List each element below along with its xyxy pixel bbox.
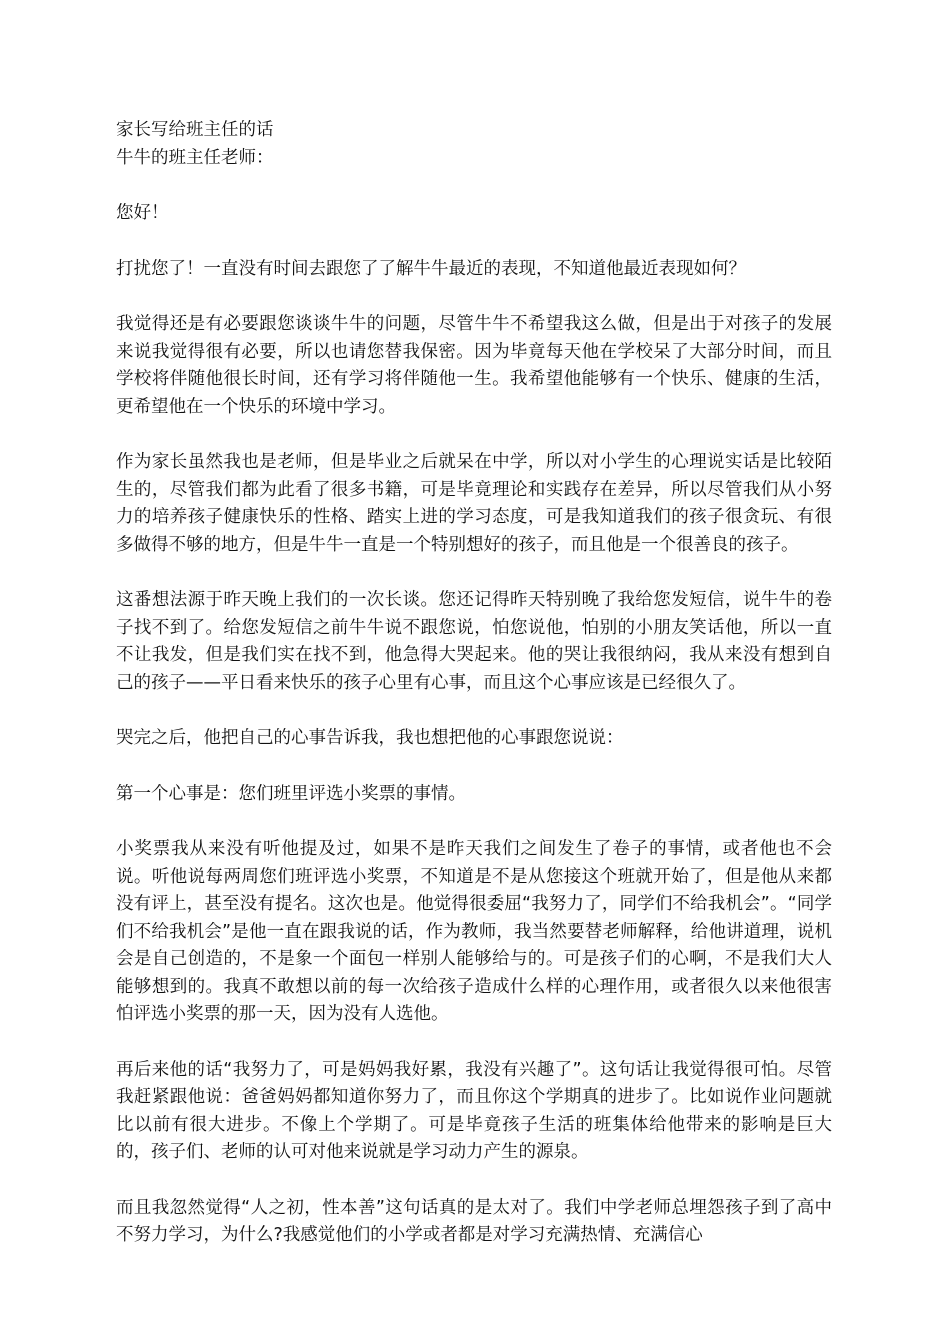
paragraph-opening: 打扰您了！一直没有时间去跟您了了解牛牛最近的表现，不知道他最近表现如何？ [116,258,746,279]
paragraph-body: 第一个心事是：您们班里评选小奖票的事情。 [116,783,466,804]
paragraph-body: 这番想法源于昨天晚上我们的一次长谈。您还记得昨天特别晚了我给您发短信，说牛牛的卷子找不到了。给您发短信之前牛牛说不跟您说，怕您说他，怕别的小朋友笑话他，所以一直不让我发，但是我们实在找不到，他急得大哭起来。他的哭让我很纳闷，我从来没有想到自己的孩子——平日看来快乐的孩子心里有心事，而且这个心事应该是已经很久了。 [116,590,832,693]
paragraph-greeting: 您好！ [116,203,169,223]
paragraph-body: 再后来他的话“我努力了，可是妈妈我好累，我没有兴趣了”。这句话让我觉得很可怕。尽管我赶紧跟他说：爸爸妈妈都知道你努力了，而且你这个学期真的进步了。比如说作业问题就比以前有很大进步。不像上个学期了。可是毕竟孩子生活的班集体给他带来的影响是巨大的，孩子们、老师的认可对他来说就是学习动力产生的源泉。 [116,1059,832,1162]
paragraph-body: 而且我忽然觉得“人之初，性本善”这句话真的是太对了。我们中学老师总埋怨孩子到了高中不努力学习，为什么?我感觉他们的小学或者都是对学习充满热情、充满信心 [116,1197,832,1245]
paragraph-body: 我觉得还是有必要跟您谈谈牛牛的问题，尽管牛牛不希望我这么做，但是出于对孩子的发展来说我觉得很有必要，所以也请您替我保密。因为毕竟每天他在学校呆了大部分时间，而且学校将伴随他很长时间，还有学习将伴随他一生。我希望他能够有一个快乐、健康的生活，更希望他在一个快乐的环境中学习。 [116,314,832,417]
salutation: 牛牛的班主任老师： [116,147,274,168]
paragraph-body: 哭完之后，他把自己的心事告诉我，我也想把他的心事跟您说说： [116,728,624,748]
document-title: 家长写给班主任的话 [116,120,274,140]
document-header [116,117,832,172]
document-body [116,117,832,1250]
paragraph-body: 小奖票我从来没有听他提及过，如果不是昨天我们之间发生了卷子的事情，或者他也不会说。听他说每两周您们班评选小奖票，不知道是不是从您接这个班就开始了，但是他从来都没有评上，甚至没有提名。这次也是。他觉得很委屈“我努力了，同学们不给我机会”。“同学们不给我机会”是他一直在跟我说的话，作为教师，我当然要替老师解释，给他讲道理，说机会是自己创造的，不是象一个面包一样别人能够给与的。可是孩子们的心啊，不是我们大人能够想到的。我真不敢想以前的每一次给孩子造成什么样的心理作用，或者很久以来他很害怕评选小奖票的那一天，因为没有人选他。 [116,839,832,1024]
paragraph-body: 作为家长虽然我也是老师，但是毕业之后就呆在中学，所以对小学生的心理说实话是比较陌生的，尽管我们都为此看了很多书籍，可是毕竟理论和实践存在差异，所以尽管我们从小努力的培养孩子健康快乐的性格、踏实上进的学习态度，可是我知道我们的孩子很贪玩、有很多做得不够的地方，但是牛牛一直是一个特别想好的孩子，而且他是一个很善良的孩子。 [116,452,832,555]
